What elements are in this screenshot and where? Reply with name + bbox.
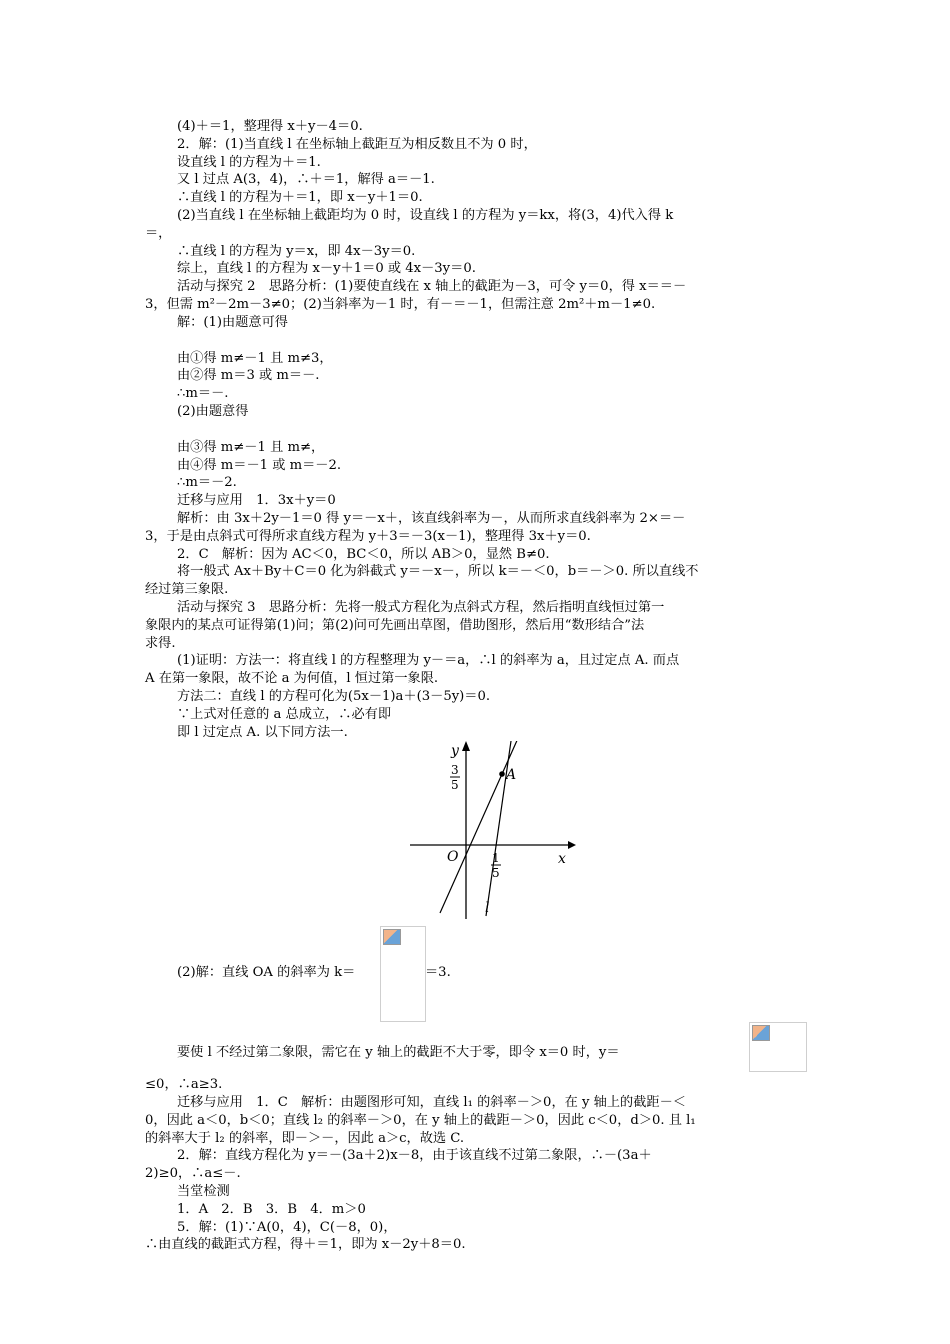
text-line: 迁移与应用 1．3x＋y＝0: [177, 493, 336, 509]
text-line: ∴直线 l 的方程为＋＝1，即 x－y＋1＝0.: [177, 190, 423, 206]
text-line: 2．解：(1)当直线 l 在坐标轴上截距互为相反数且不为 0 时，: [177, 136, 537, 152]
text-line: 1．A 2．B 3．B 4．m＞0: [177, 1201, 366, 1217]
text-line: ∵上式对任意的 a 总成立，∴必有即: [177, 706, 392, 722]
origin-label: O: [447, 849, 459, 866]
line-l-label: l: [485, 900, 490, 917]
blank-space: [145, 421, 810, 439]
text-line: ∴m＝－2.: [177, 475, 237, 491]
x-arrow-icon: [568, 841, 576, 849]
text-line: 解：(1)由题意可得: [177, 314, 288, 330]
blank-space: [145, 332, 810, 350]
text-line: 方法二：直线 l 的方程可化为(5x－1)a＋(3－5y)＝0.: [177, 688, 491, 704]
y-axis-label: y: [451, 743, 459, 760]
slope-row: [145, 926, 810, 1022]
text-line: 由①得 m≠－1 且 m≠3，: [177, 350, 333, 366]
text-line: 由④得 m＝－1 或 m＝－2.: [177, 457, 342, 473]
text-line: (2)解：直线 OA 的斜率为 k＝: [177, 965, 356, 981]
point-a-label: A: [506, 767, 517, 784]
text-line: (4)＋＝1，整理得 x＋y－4＝0.: [177, 119, 363, 134]
text-line: 由②得 m＝3 或 m＝－.: [177, 368, 320, 384]
text-line: 3，于是由点斜式可得所求直线方程为 y＋3＝－3(x－1)，整理得 3x＋y＝0.: [145, 528, 591, 544]
point-a: [499, 771, 505, 777]
text-line: ∴由直线的截距式方程，得＋＝1，即为 x－2y＋8＝0.: [145, 1237, 466, 1253]
text-line: 活动与探究 3 思路分析：先将一般式方程化为点斜式方程，然后指明直线恒过第一: [177, 599, 665, 615]
broken-image: [749, 1022, 807, 1072]
line-graph-svg: [410, 741, 580, 921]
text-line: 2．C 解析：因为 AC＜0，BC＜0，所以 AB＞0，显然 B≠0.: [177, 546, 550, 562]
text-line: 经过第三象限.: [145, 582, 229, 598]
text-line: 5．解：(1)∵A(0，4)，C(－8，0)，: [177, 1219, 397, 1235]
text-line: 象限内的某点可证得第(1)问；第(2)问可先画出草图，借助图形，然后用“数形结合”法: [145, 617, 645, 633]
text-line: ∴直线 l 的方程为 y＝x，即 4x－3y＝0.: [177, 243, 416, 259]
text-line: (1)证明：方法一：将直线 l 的方程整理为 y－＝a，∴l 的斜率为 a，且过定点 A. 而点: [177, 653, 680, 669]
x-tick-numerator: 1: [492, 851, 500, 866]
text-line: (2)由题意得: [177, 403, 249, 419]
text-line: 活动与探究 2 思路分析：(1)要使直线在 x 轴上的截距为－3，可令 y＝0，得 x＝＝－: [177, 279, 687, 295]
text-line: 综上，直线 l 的方程为 x－y＋1＝0 或 4x－3y＝0.: [177, 261, 476, 277]
text-line: 迁移与应用 1．C 解析：由题图形可知，直线 l₁ 的斜率－＞0，在 y 轴上的截距－＜: [177, 1095, 686, 1111]
text-line: 2．解：直线方程化为 y＝－(3a＋2)x－8，由于该直线不过第二象限，∴－(3a＋: [177, 1148, 652, 1164]
text-line: 即 l 过定点 A. 以下同方法一.: [177, 724, 348, 740]
text-line: ＝3.: [425, 965, 451, 981]
text-line: 将一般式 Ax＋By＋C＝0 化为斜截式 y＝－x－，所以 k＝－＜0，b＝－＞0. 所以直线不: [177, 564, 699, 580]
coordinate-figure: [145, 741, 810, 926]
intercept-row: [145, 1022, 810, 1076]
text-line: 解析：由 3x＋2y－1＝0 得 y＝－x＋，该直线斜率为－，从而所求直线斜率为 2×＝－: [177, 510, 686, 526]
text-line: 又 l 过点 A(3，4)，∴＋＝1，解得 a＝－1.: [177, 172, 435, 188]
text-line: ∴m＝－.: [177, 386, 229, 402]
text-line: 设直线 l 的方程为＋＝1.: [177, 154, 321, 170]
broken-image-icon: [752, 1025, 770, 1041]
text-line: 3，但需 m²－2m－3≠0；(2)当斜率为－1 时，有－＝－1，但需注意 2m²＋m－1≠0.: [145, 296, 656, 312]
text-line: ≤0，∴a≥3.: [145, 1077, 223, 1093]
x-tick-denominator: 5: [492, 866, 500, 881]
text-line: 当堂检测: [177, 1184, 230, 1200]
x-axis-label: x: [558, 851, 566, 868]
document-body: [145, 118, 810, 1254]
y-arrow-icon: [462, 741, 470, 751]
y-tick-numerator: 3: [451, 763, 459, 778]
text-line: 由③得 m≠－1 且 m≠，: [177, 439, 325, 455]
text-line: 的斜率大于 l₂ 的斜率，即－＞－，因此 a＞c，故选 C.: [145, 1130, 465, 1146]
text-line: ＝，: [145, 225, 172, 241]
text-line: (2)当直线 l 在坐标轴上截距均为 0 时，设直线 l 的方程为 y＝kx，将(3，4)代入得 k: [177, 207, 674, 223]
text-line: A 在第一象限，故不论 a 为何值，l 恒过第一象限.: [145, 671, 439, 687]
broken-image: [380, 926, 426, 1022]
text-line: 要使 l 不经过第二象限，需它在 y 轴上的截距不大于零，即令 x＝0 时，y＝: [177, 1045, 620, 1061]
y-tick-denominator: 5: [451, 778, 459, 793]
text-line: 0，因此 a＜0，b＜0；直线 l₂ 的斜率－＞0，在 y 轴上的截距－＞0，因此 c＜0，d＞0. 且 l₁: [145, 1112, 696, 1128]
text-line: 求得.: [145, 635, 176, 651]
text-line: 2)≥0，∴a≤－.: [145, 1166, 241, 1182]
broken-image-icon: [383, 929, 401, 945]
